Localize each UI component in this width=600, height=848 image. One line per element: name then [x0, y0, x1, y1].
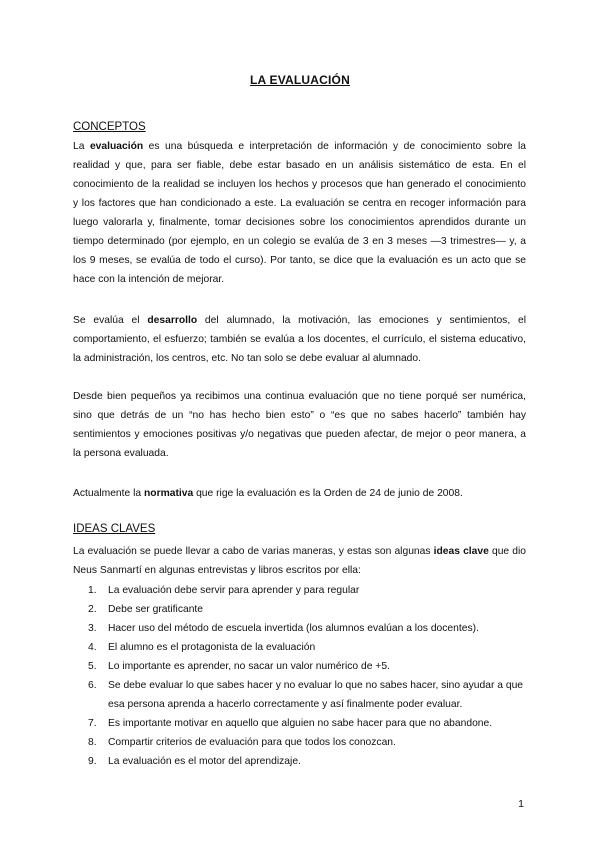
bold-term: desarrollo [147, 315, 198, 326]
paragraph-normativa: Actualmente la normativa que rige la evaluación es la Orden de 24 de junio de 2008. [73, 488, 463, 499]
list-item: 8. Compartir criterios de evaluación para que todos los conozcan. [88, 737, 396, 748]
bold-term: normativa [143, 488, 194, 499]
paragraph-emotions: Desde bien pequeños ya recibimos una continua evaluación que no tiene porqué ser numérica, sino que detrás de un “no has hecho bien esto” o “es que no sabes hacerlo” también hay sentimientos y emociones positivas y/o negativas que pueden afectar, de mejor o peor manera, a la persona evaluada. [73, 391, 526, 459]
section-heading-conceptos: CONCEPTOS [73, 121, 146, 133]
paragraph-ideas-intro: La evaluación se puede llevar a cabo de varias maneras, y estas son algunas ideas clave que dio Neus Sanmartí en algunas entrevistas y libros escritos por ella: [73, 546, 526, 576]
bold-term: evaluación [89, 141, 144, 152]
list-item: 6. Se debe evaluar lo que sabes hacer y no evaluar lo que no sabes hacer, sino ayudar a que esa persona aprenda a hacerlo correctamente y así finalmente poder evaluar. [88, 680, 524, 710]
section-heading-ideas: IDEAS CLAVES [73, 523, 156, 535]
page-title: LA EVALUACIÓN [250, 73, 350, 87]
paragraph-definition: La evaluación es una búsqueda e interpretación de información y de conocimiento sobre la realidad y que, para ser fiable, debe estar basado en un análisis sistemático de esta. En el conocimiento de la realidad se incluyen los hechos y procesos que han generado el conocimiento y los factores que han condicionado a este. La evaluación se centra en recoger información para luego valorarla y, finalmente, tomar decisiones sobre los conocimientos aprendidos durante un tiempo determinado (por ejemplo, en un colegio se evalúa de 3 en 3 meses —3 trimestres— y, a los 9 meses, se evalúa de todo el curso). Por tanto, se dice que la evaluación es un acto que se hace con la intención de mejorar. [73, 141, 526, 285]
list-item: 2. Debe ser gratificante [88, 604, 204, 615]
list-item: 9. La evaluación es el motor del aprendizaje. [88, 756, 301, 767]
paragraph-desarrollo: Se evalúa el desarrollo del alumnado, la motivación, las emociones y sentimientos, el comportamiento, el esfuerzo; también se evalúa a los docentes, el currículo, el sistema educativo, la administración, los centros, etc. No tan solo se debe evaluar al alumnado. [73, 315, 526, 364]
page-number: 1 [518, 798, 524, 810]
list-item: 4. El alumno es el protagonista de la evaluación [88, 642, 316, 653]
list-item: 1. La evaluación debe servir para aprender y para regular [88, 585, 360, 596]
list-item: 3. Hacer uso del método de escuela invertida (los alumnos evalúan a los docentes). [88, 623, 479, 634]
bold-term: ideas clave [433, 546, 489, 557]
list-item: 7. Es importante motivar en aquello que alguien no sabe hacer para que no abandone. [88, 718, 493, 729]
ideas-list [73, 581, 528, 771]
list-item: 5. Lo importante es aprender, no sacar un valor numérico de +5. [88, 661, 390, 672]
